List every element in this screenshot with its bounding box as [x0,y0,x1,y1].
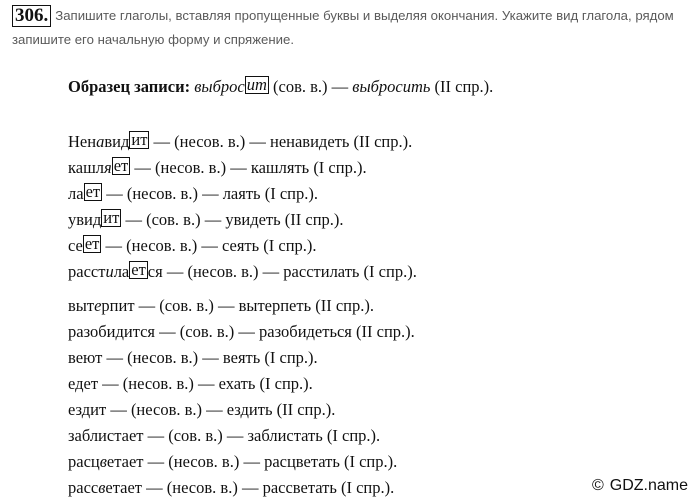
verb-row [68,319,417,345]
verb-description: — (несов. в.) — кашлять (I спр.). [130,158,367,177]
verb-stem: расст [68,262,106,281]
verb-row [68,371,417,397]
verb-row [68,259,417,285]
verb-stem: се [68,236,83,255]
verb-description: — (несов. в.) — расцветать (I спр.). [143,452,398,471]
verb-ending-box: ит [131,130,148,149]
verb-stem: Нен [68,132,97,151]
verb-description: — (несов. в.) — рассветать (I спр.). [142,478,395,497]
verb-description: — (несов. в.) — ехать (I спр.). [98,374,313,393]
verb-stem: выт [68,296,95,315]
sample-line [68,76,493,98]
verb-row [68,207,417,233]
inserted-letter: я [104,158,112,177]
inserted-letter: е [94,296,102,315]
verb-row [68,181,417,207]
verb-row [68,423,417,449]
verb-stem: расс [68,478,99,497]
inserted-letter: и [105,262,114,281]
verb-stem: расц [68,452,100,471]
verb-stem: ла [68,184,84,203]
verb-ending-box: ит [103,208,120,227]
verb-ending-box: ет [84,234,100,253]
verb-stem-mid: рпит [101,296,135,315]
task-instruction: Запишите глаголы, вставляя пропущенные буквы и выделяя окончания. Укажите вид глагола, рядом запишите его начальную форму и спряжение. [12,8,674,47]
verb-description: — (несов. в.) — ездить (II спр.). [106,400,336,419]
sample-ending-box: ит [246,75,267,94]
verb-suffix: ся [147,262,163,281]
verb-row [68,293,417,319]
sample-rest: (сов. в.) — [268,77,353,96]
verb-row [68,345,417,371]
verb-row [68,129,417,155]
verb-stem: разобидится [68,322,156,341]
verb-description: — (несов. в.) — лаять (I спр.). [102,184,318,203]
verb-stem: увид [68,210,102,229]
verb-row [68,475,417,501]
verb-description: — (несов. в.) — веять (I спр.). [102,348,318,367]
verb-description: — (сов. в.) — разобидеться (II спр.). [155,322,415,341]
verb-stem: заблистает [68,426,144,445]
verb-stem-mid: вид [104,132,130,151]
verb-stem-mid: етает [105,478,142,497]
verb-stem-mid: ла [113,262,130,281]
sample-stem: выброс [194,77,245,96]
verb-stem: едет [68,374,99,393]
sample-infinitive: выбросить [352,77,431,96]
verb-row [68,233,417,259]
inserted-letter: в [98,478,106,497]
sample-tail: (II спр.). [430,77,494,96]
verb-stem: веют [68,348,103,367]
sample-label: Образец записи: [68,77,191,96]
footer [592,477,688,495]
verb-stem-mid: етает [106,452,144,471]
inserted-letter: в [99,452,107,471]
verb-stem: ездит [68,400,107,419]
task-header [12,4,692,52]
site-name: GDZ.name [609,477,688,494]
verb-ending-box: ет [85,182,101,201]
verb-row [68,397,417,423]
verb-description: — (сов. в.) — увидеть (II спр.). [121,210,344,229]
verb-row [68,155,417,181]
verb-description: — (несов. в.) — расстилать (I спр.). [162,262,417,281]
verb-description: — (несов. в.) — ненавидеть (II спр.). [149,132,413,151]
inserted-letter: а [96,132,105,151]
verb-ending-box: ет [131,260,146,279]
verb-ending-box: ет [113,156,129,175]
task-number: 306. [12,5,51,27]
verb-description: — (сов. в.) — заблистать (I спр.). [143,426,381,445]
verb-description: — (несов. в.) — сеять (I спр.). [101,236,317,255]
verb-description: — (сов. в.) — вытерпеть (II спр.). [134,296,374,315]
verb-row [68,449,417,475]
verb-list [68,129,417,501]
verb-stem: кашл [68,158,105,177]
copyright-symbol: © [591,477,604,494]
